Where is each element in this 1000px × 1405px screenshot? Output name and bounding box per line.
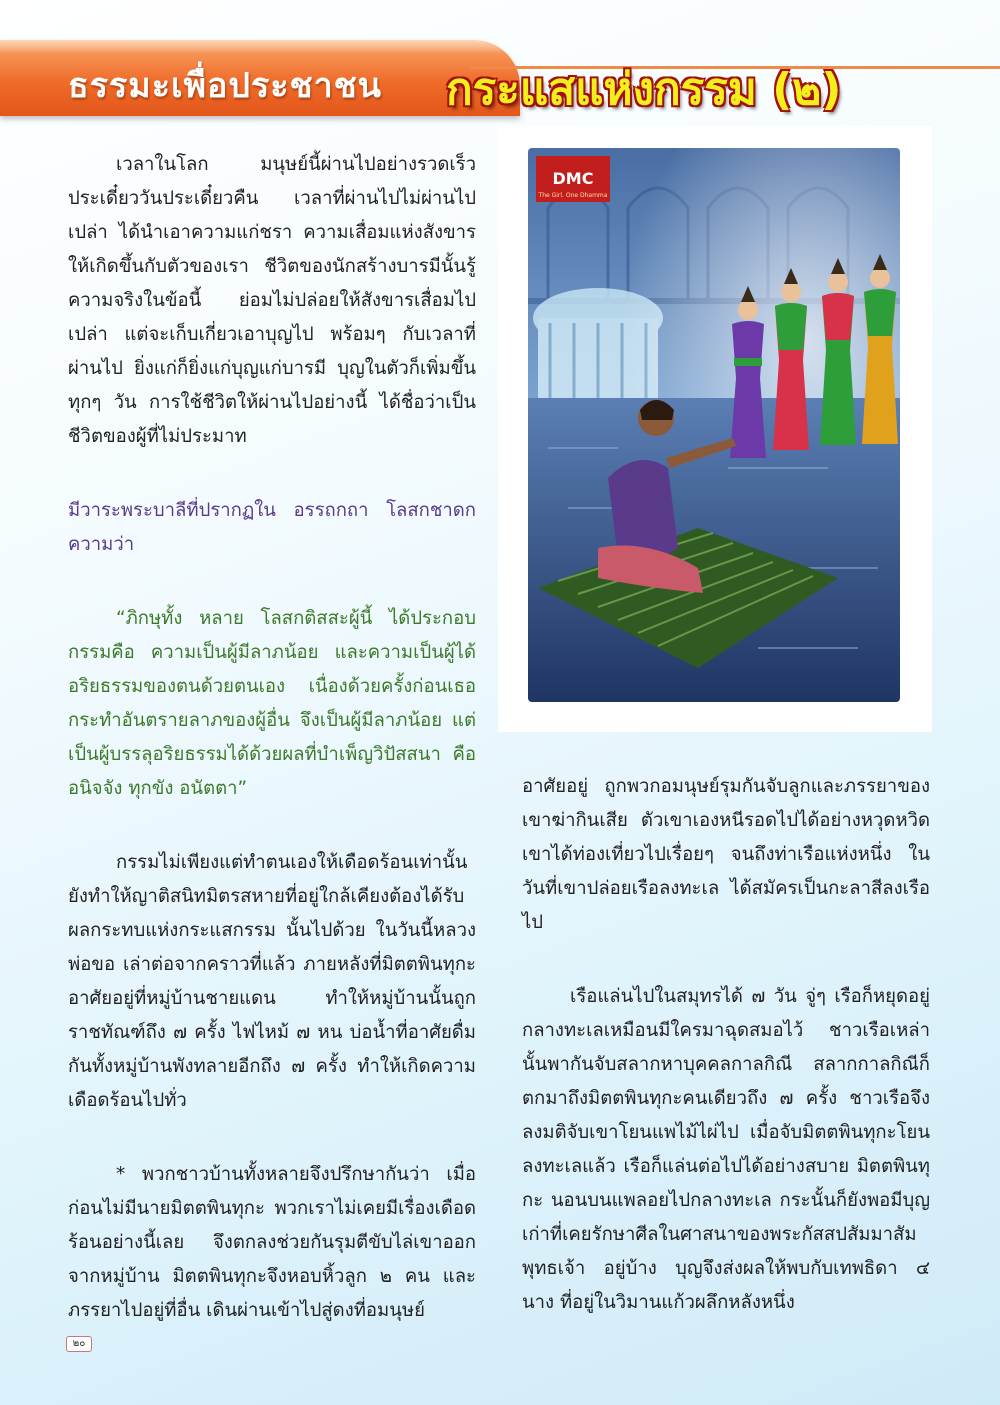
right-column [522,770,930,1320]
paragraph-voyage: เรือแล่นไปในสมุทรได้ ๗ วัน จู่ๆ เรือก็หยุดอยู่กลางทะเลเหมือนมีใครมาฉุดสมอไว้ ชาวเรือเหล่านั้นพากันจับสลากหาบุคคลกาลกิณี สลากกาลกิณีก็ตกมาถึงมิตตพินทุกะคนเดียวถึง ๗ ครั้ง ชาวเรือจึงลงมติจับเขาโยนแพไม้ไผ่ไป เมื่อจับมิตตพินทุกะโยนลงทะเลแล้ว เรือก็แล่นต่อไปได้อย่างสบาย มิตตพินทุกะ นอนบนแพลอยไปกลางทะเล กระนั้นก็ยังพอมีบุญเก่าที่เคยรักษาศีลในศาสนาของพระกัสสปสัมมาสัมพุทธเจ้า อยู่บ้าง บุญจึงส่งผลให้พบกับเทพธิดา ๔ นาง ที่อยู่ในวิมานแก้วผลึกหลังหนึ่ง [522,986,930,1313]
logo-subtext: The Girl. One Dhamma [538,192,608,199]
section-label: ธรรมะเพื่อประชาชน [68,66,382,106]
illustration [528,148,900,702]
left-column [68,148,476,1328]
logo-text: DMC [552,169,594,188]
pali-quote: “ภิกษุทั้ง หลาย โลสกติสสะผู้นี้ ได้ประกอบกรรมคือ ความเป็นผู้มีลาภน้อย และความเป็นผู้ได้อริยธรรมของตนด้วยตนเอง เนื่องด้วยครั้งก่อนเธอกระทำอันตรายลาภของผู้อื่น จึงเป็นผู้มีลาภน้อย แต่เป็นผู้บรรลุอริยธรรมได้ด้วยผลที่บำเพ็ญวิปัสสนา คือ อนิจจัง ทุกขัง อนัตตา” [68,608,476,799]
pali-reference: มีวาระพระบาลีที่ปรากฏใน อรรถกถา โลสกชาดก ความว่า [68,500,476,555]
paragraph-karma: กรรมไม่เพียงแต่ทำตนเองให้เดือดร้อนเท่านั้น ยังทำให้ญาติสนิทมิตรสหายที่อยู่ใกล้เคียงต้องได้รับผลกระทบแห่งกระแสกรรม นั้นไปด้วย ในวันนี้หลวงพ่อขอ เล่าต่อจากคราวที่แล้ว ภายหลังที่มิตตพินทุกะอาศัยอยู่ที่หมู่บ้านชายแดน ทำให้หมู่บ้านนั้นถูกราชทัณฑ์ถึง ๗ ครั้ง ไฟไหม้ ๗ หน บ่อน้ำที่อาศัยดื่มกันทั้งหมู่บ้านพังทลายอีกถึง ๗ ครั้ง ทำให้เกิดความเดือดร้อนไปทั่ว [68,852,476,1111]
illustration-art [528,148,900,702]
page-number: ๒๐ [66,1336,92,1352]
paragraph-intro: เวลาในโลก มนุษย์นี้ผ่านไปอย่างรวดเร็ว ประเดี๋ยววันประเดี๋ยวคืน เวลาที่ผ่านไปไม่ผ่านไปเปล่า ได้นำเอาความแก่ชรา ความเสื่อมแห่งสังขารให้เกิดขึ้นกับตัวของเรา ชีวิตของนักสร้างบารมีนั้นรู้ความจริงในข้อนี้ ย่อมไม่ปล่อยให้สังขารเสื่อมไปเปล่า แต่จะเก็บเกี่ยวเอาบุญไป พร้อมๆ กับเวลาที่ผ่านไป ยิ่งแก่ก็ยิ่งแก่บุญแก่บารมี บุญในตัวก็เพิ่มขึ้นทุกๆ วัน การใช้ชีวิตให้ผ่านไปอย่างนี้ ได้ชื่อว่าเป็นชีวิตของผู้ที่ไม่ประมาท [68,154,476,447]
paragraph-escape: อาศัยอยู่ ถูกพวกอมนุษย์รุมกันจับลูกและภรรยาของเขาฆ่ากินเสีย ตัวเขาเองหนีรอดไปได้อย่างหวุดหวิด เขาได้ท่องเที่ยวไปเรื่อยๆ จนถึงท่าเรือแห่งหนึ่ง ในวันที่เขาปล่อยเรือลงทะเล ได้สมัครเป็นกะลาสีลงเรือไป [522,776,930,933]
page-title: กระแสแห่งกรรม (๒) [446,64,842,115]
dmc-logo [536,156,610,202]
paragraph-villagers: * พวกชาวบ้านทั้งหลายจึงปรึกษากันว่า เมื่อก่อนไม่มีนายมิตตพินทุกะ พวกเราไม่เคยมีเรื่องเดือดร้อนอย่างนี้เลย จึงตกลงช่วยกันรุมตีขับไล่เขาออกจากหมู่บ้าน มิตตพินทุกะจึงหอบหิ้วลูก ๒ คน และภรรยาไปอยู่ที่อื่น เดินผ่านเข้าไปสู่ดงที่อมนุษย์ [68,1164,476,1321]
